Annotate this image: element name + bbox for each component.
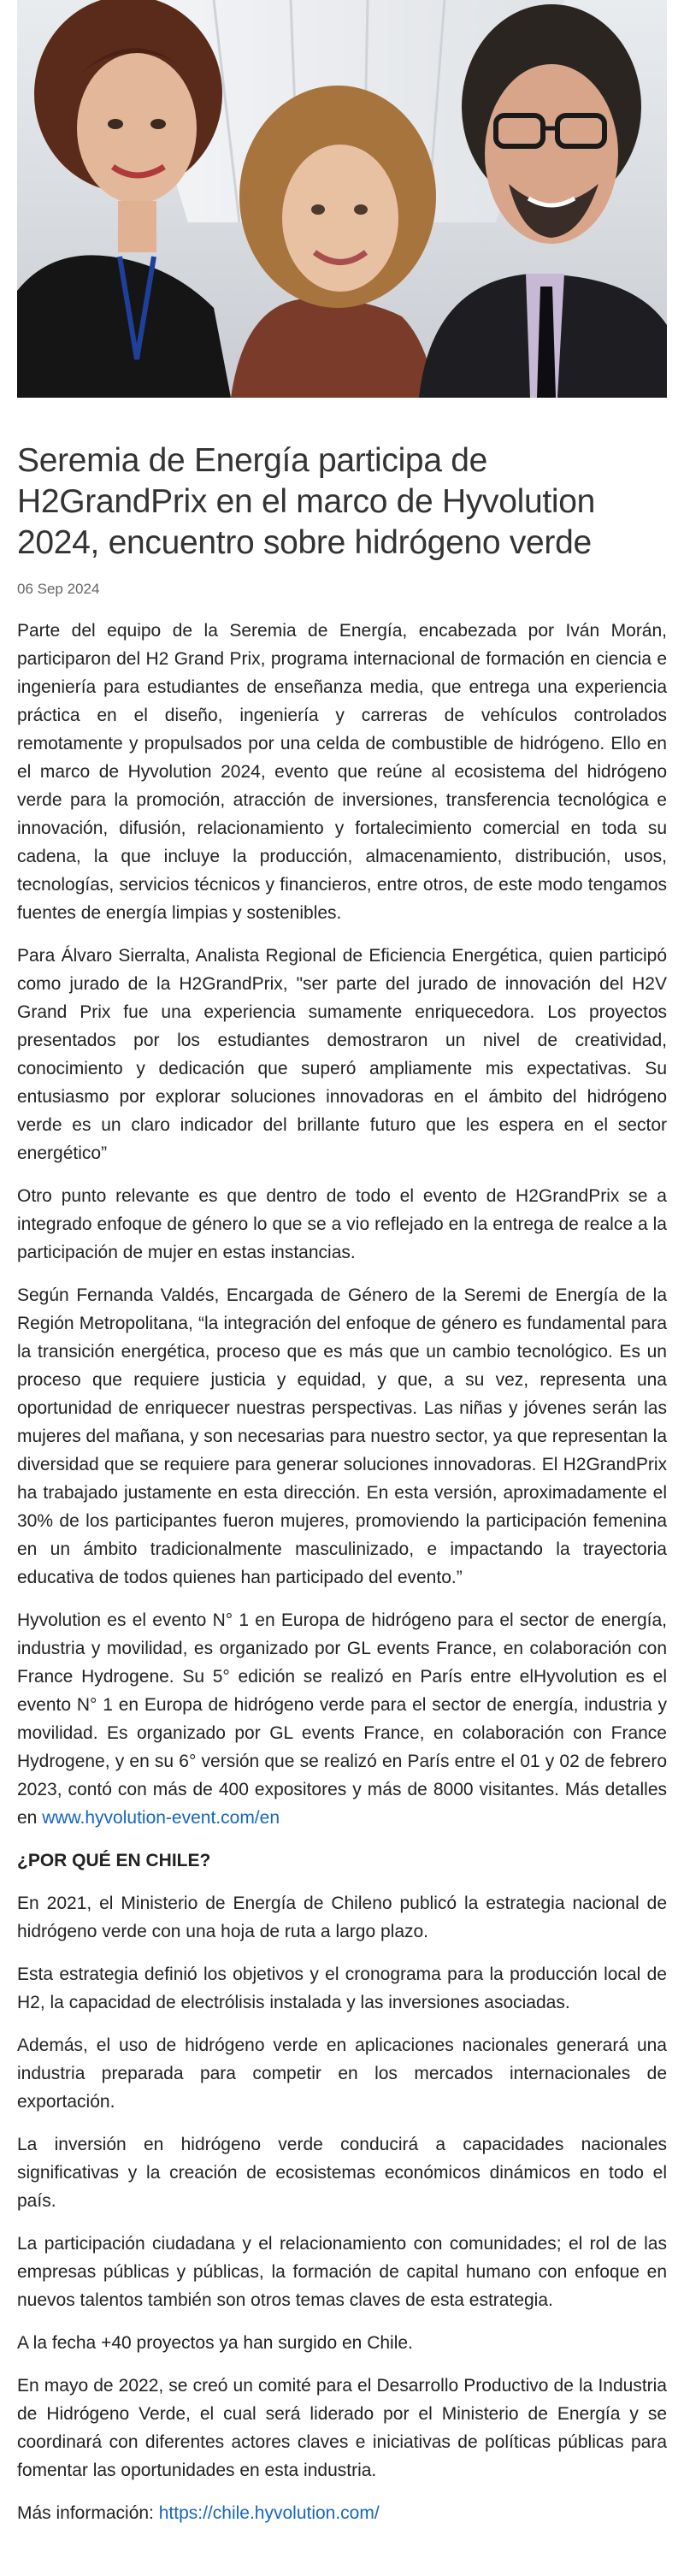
paragraph-chile-strategy: En 2021, el Ministerio de Energía de Chileno publicó la estrategia nacional de hidrógeno verde con una hoja de ruta a largo plazo. [17,1894,667,1941]
article-title: Seremia de Energía participa de H2GrandPrix en el marco de Hyvolution 2024, encuentro sobre hidrógeno verde [17,442,596,561]
paragraph-chile-projects: A la fecha +40 proyectos ya han surgido en Chile. [17,2333,413,2353]
hero-photo [17,0,667,398]
publish-date: 06 Sep 2024 [17,581,100,597]
article-body [17,617,667,2527]
photo-three-people-image [17,0,667,398]
paragraph-valdes-quote: Según Fernanda Valdés, Encargada de Género de la Seremi de Energía de la Región Metropolitana, “la integración del enfoque de género es fundamental para la transición energética, proceso que es más que un cambio tecnológico. Es un proceso que requiere justicia y equidad, y que, a su vez, representa una oportunidad de enriquecer nuestras perspectivas. Las niñas y jóvenes serán las mujeres del mañana, y son necesarias para nuestro sector, ya que representan la diversidad que se requiere para generar soluciones innovadoras. El H2GrandPrix ha trabajado justamente en esta dirección. En esta versión, aproximadamente el 30% de los participantes fueron mujeres, promoviendo la participación femenina en un ámbito tradicionalmente masculinizado, e impactando la trayectoria educativa de todos quienes han participado del evento.” [17,1285,667,1587]
section-heading-chile: ¿POR QUÉ EN CHILE? [17,1851,211,1870]
paragraph-chile-export: Además, el uso de hidrógeno verde en aplicaciones nacionales generará una industria preparada para competir en los mercados internacionales de exportación. [17,2035,667,2112]
paragraph-intro: Parte del equipo de la Seremia de Energía, encabezada por Iván Morán, participaron del H2 Grand Prix, programa internacional de formación en ciencia e ingeniería para estudiantes de enseñanza media, que entrega una experiencia práctica en el diseño, ingeniería y carreras de vehículos controlados remotamente y propulsados por una celda de combustible de hidrógeno. Ello en el marco de Hyvolution 2024, evento que reúne al ecosistema del hidrógeno verde para la promoción, atracción de inversiones, transferencia tecnológica e innovación, difusión, relacionamiento y fortalecimiento comercial en toda su cadena, la que incluye la producción, almacenamiento, distribución, usos, tecnologías, servicios técnicos y financieros, entre otros, de este modo tengamos fuentes de energía limpias y sostenibles. [17,621,667,923]
paragraph-chile-investment: La inversión en hidrógeno verde conducirá a capacidades nacionales significativas y la creación de ecosistemas económicos dinámicos en todo el país. [17,2135,667,2211]
paragraph-chile-participation: La participación ciudadana y el relacionamiento con comunidades; el rol de las empresas públicas y públicas, la formación de capital humano con enfoque en nuevos talentos también son otros temas claves de esta estrategia. [17,2234,667,2310]
hyvolution-link[interactable]: www.hyvolution-event.com/en [42,1808,280,1828]
paragraph-more-info [17,2499,667,2527]
paragraph-chile-committee: En mayo de 2022, se creó un comité para el Desarrollo Productivo de la Industria de Hidrógeno Verde, el cual será liderado por el Ministerio de Energía y se coordinará con diferentes actores claves e iniciativas de políticas públicas para fomentar las oportunidades en esta industria. [17,2376,667,2480]
paragraph-hyvolution [17,1606,667,1832]
more-info-link[interactable]: https://chile.hyvolution.com/ [158,2503,380,2523]
paragraph-chile-objectives: Esta estrategia definió los objetivos y el cronograma para la producción local de H2, la capacidad de electrólisis instalada y las inversiones asociadas. [17,1964,667,2012]
paragraph-gender-focus: Otro punto relevante es que dentro de todo el evento de H2GrandPrix se a integrado enfoque de género lo que se a vio reflejado en la entrega de realce a la participación de mujer en estas instancias. [17,1186,667,1262]
more-info-label: Más información: [17,2503,159,2523]
hyvolution-text: Hyvolution es el evento N° 1 en Europa de hidrógeno para el sector de energía, industria y movilidad, es organizado por GL events France, en colaboración con France Hydrogene. Su 5° edición se realizó en París entre elHyvolution es el evento N° 1 en Europa de hidrógeno verde para el sector de energía, industria y movilidad. Es organizado por GL events France, en colaboración con France Hydrogene, y en su 6° versión que se realizó en París entre el 01 y 02 de febrero 2023, contó con más de 400 expositores y más de 8000 visitantes. Más detalles en [17,1610,667,1828]
paragraph-sierralta-quote: Para Álvaro Sierralta, Analista Regional de Eficiencia Energética, quien participó como jurado de la H2GrandPrix, "ser parte del jurado de innovación del H2V Grand Prix fue una experiencia sumamente enriquecedora. Los proyectos presentados por los estudiantes demostraron un nivel de creatividad, conocimiento y dedicación que superó ampliamente mis expectativas. Su entusiasmo por explorar soluciones innovadoras en el ámbito del hidrógeno verde es un claro indicador del brillante futuro que les espera en el sector energético” [17,946,667,1163]
